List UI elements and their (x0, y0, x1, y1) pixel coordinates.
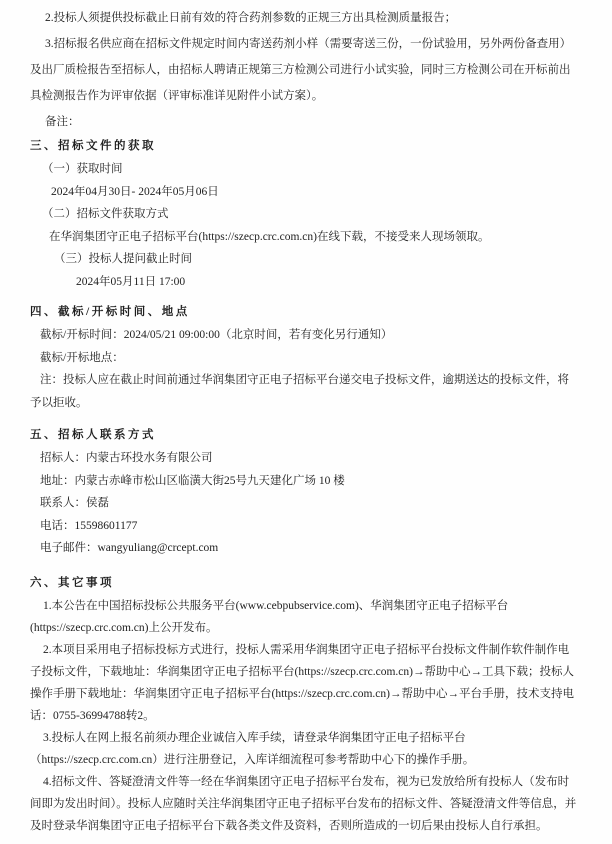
paragraph-bid-report-requirement: 2.投标人须提供投标截止日前有效的符合药剂参数的正规三方出具检测质量报告； (45, 12, 457, 24)
question-deadline-value: 2024年05月11日 17:00 (76, 275, 186, 288)
other-matters-item-1: 1.本公告在中国招标投标公共服务平台(www.cebpubservice.com)、华润集团守正电子招标平台(https://szecp.crc.com.cn)上公开发布。 (30, 599, 509, 634)
acquisition-time-label: （一）获取时间 (42, 163, 123, 175)
section-heading-contact: 五、招标人联系方式 (30, 429, 156, 441)
contact-phone: 电话：15598601177 (40, 519, 138, 532)
acquisition-method-value: 在华润集团守正电子招标平台(https://szecp.crc.com.cn)在线下载，不接受来人现场领取。 (49, 230, 490, 243)
paragraph-sample-delivery-requirement: 3.招标报名供应商在招标文件规定时间内寄送药剂小样（需要寄送三份，一份试验用，另外两份备查用）及出厂质检报告至招标人，由招标人聘请正规第三方检测公司进行小试实验，同时三方检测公司在开标前出具检测报告作为评审依据（评审标准详见附件小试方案）。 (30, 38, 572, 102)
bid-opening-time: 截标/开标时间：2024/05/21 09:00:00（北京时间，若有变化另行通知） (40, 329, 393, 341)
contact-tenderer: 招标人：内蒙古环投水务有限公司 (40, 452, 213, 464)
section-heading-bid-opening: 四、截标/开标时间、地点 (30, 306, 190, 318)
question-deadline-label: （三）投标人提问截止时间 (54, 253, 192, 265)
contact-email: 电子邮件：wangyuliang@crcept.com (40, 542, 219, 554)
contact-address: 地址：内蒙古赤峰市松山区临潢大街25号九天建化广场 10 楼 (40, 474, 345, 487)
bid-opening-note: 注：投标人应在截止时间前通过华润集团守正电子招标平台递交电子投标文件，逾期送达的投标文件，将予以拒收。 (30, 374, 569, 409)
bid-opening-place: 截标/开标地点： (40, 351, 124, 364)
other-matters-item-3: 3.投标人在网上报名前须办理企业诚信入库手续，请登录华润集团守正电子招标平台（https://szecp.crc.com.cn）进行注册登记，入库详细流程可参考帮助中心下的操作手册。 (30, 731, 475, 766)
acquisition-time-value: 2024年04月30日- 2024年05月06日 (51, 185, 219, 198)
section-heading-doc-acquisition: 三、招标文件的获取 (30, 140, 156, 152)
remark-label: 备注： (45, 116, 80, 128)
contact-person: 联系人：侯磊 (40, 497, 109, 509)
acquisition-method-label: （二）招标文件获取方式 (42, 208, 169, 220)
other-matters-item-2: 2.本项目采用电子招标投标方式进行，投标人需采用华润集团守正电子招标平台投标文件制作软件制作电子投标文件，下载地址：华润集团守正电子招标平台(https://szecp.crc.com.cn)→帮助中心→工具下载；投标人操作手册下载地址：华润集团守正电子招标平台(https://szecp.crc.com.cn)→帮助中心→平台手册，技术支持电话：0755-36994788转2。 (30, 643, 574, 722)
section-heading-other-matters: 六、其它事项 (30, 576, 114, 589)
other-matters-item-4: 4.招标文件、答疑澄清文件等一经在华润集团守正电子招标平台发布，视为已发放给所有投标人（发布时间即为发出时间）。投标人应随时关注华润集团守正电子招标平台发布的招标文件、答疑澄清文件等信息，并及时登录华润集团守正电子招标平台下载各类文件及资料，否则所造成的一切后果由投标人自行承担。 (30, 775, 577, 832)
